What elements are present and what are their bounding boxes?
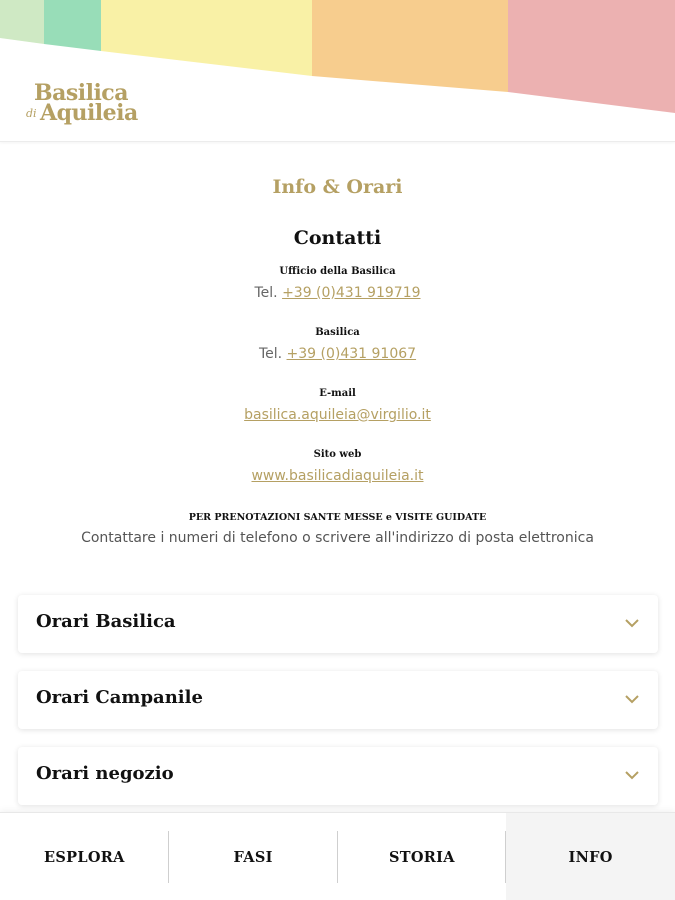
phone-link-ufficio[interactable]: +39 (0)431 919719 <box>282 285 421 301</box>
email-link[interactable]: basilica.aquileia@virgilio.it <box>244 407 431 423</box>
contact-value-email <box>0 407 675 423</box>
stripe-1 <box>0 0 44 44</box>
contact-value-basilica <box>0 346 675 362</box>
contact-label-basilica: Basilica <box>315 327 360 338</box>
stripe-2 <box>44 0 101 51</box>
logo-line-3: Aquileia <box>40 100 138 126</box>
nav-item-esplora[interactable]: ESPLORA <box>0 813 169 900</box>
stripe-4 <box>312 0 508 92</box>
accordion-orari-campanile[interactable] <box>18 671 658 729</box>
website-link[interactable]: www.basilicadiaquileia.it <box>251 468 424 484</box>
booking-label: PER PRENOTAZIONI SANTE MESSE e VISITE GUIDATE <box>188 512 487 523</box>
bottom-navigation <box>0 812 675 900</box>
accordion-orari-basilica[interactable] <box>18 595 658 653</box>
accordion-title: Orari negozio <box>36 763 174 784</box>
chevron-down-icon <box>624 615 640 631</box>
stripe-3 <box>101 0 312 76</box>
app-header <box>0 0 675 142</box>
stripe-5 <box>508 0 675 113</box>
section-title-contatti: Contatti <box>293 227 382 249</box>
accordion-title: Orari Basilica <box>36 611 176 632</box>
chevron-down-icon <box>624 691 640 707</box>
page-title: Info & Orari <box>272 176 403 198</box>
tel-prefix: Tel. <box>258 346 287 362</box>
accordion-title: Orari Campanile <box>36 687 203 708</box>
nav-item-fasi[interactable]: FASI <box>169 813 338 900</box>
contact-label-ufficio: Ufficio della Basilica <box>279 266 396 277</box>
nav-item-info[interactable]: INFO <box>506 813 675 900</box>
accordion-orari-negozio[interactable] <box>18 747 658 805</box>
booking-text: Contattare i numeri di telefono o scrivere all'indirizzo di posta elettronica <box>81 530 594 546</box>
nav-item-storia[interactable]: STORIA <box>338 813 507 900</box>
logo-line-1: Basilica <box>34 80 128 106</box>
basilica-logo[interactable] <box>26 80 156 130</box>
contact-label-website: Sito web <box>313 449 362 460</box>
contact-value-ufficio <box>0 285 675 301</box>
contact-value-website <box>0 468 675 484</box>
logo-line-2: di <box>26 107 37 120</box>
phone-link-basilica[interactable]: +39 (0)431 91067 <box>286 346 417 362</box>
tel-prefix: Tel. <box>254 285 283 301</box>
chevron-down-icon <box>624 767 640 783</box>
contact-label-email: E-mail <box>319 388 356 399</box>
